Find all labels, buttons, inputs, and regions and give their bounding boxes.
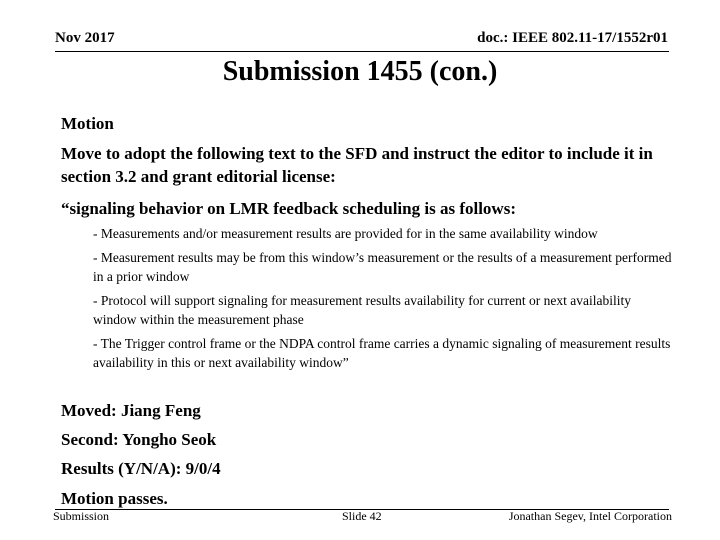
header-divider	[55, 51, 669, 52]
footer-author: Jonathan Segev, Intel Corporation	[508, 509, 672, 523]
footer-submission: Submission	[53, 509, 110, 523]
vote-results: Results (Y/N/A): 9/0/4	[61, 459, 221, 478]
bullet-item: - Measurement results may be from this window’s measurement or the results of a measurement performed in a prior window	[93, 250, 672, 284]
motion-label: Motion	[61, 114, 114, 133]
quote-intro: “signaling behavior on LMR feedback scheduling is as follows:	[61, 199, 516, 218]
header-doc-number: doc.: IEEE 802.11-17/1552r01	[477, 30, 668, 46]
slide-title: Submission 1455 (con.)	[222, 56, 498, 87]
bullet-item: - Protocol will support signaling for measurement results availability for current or next availability window within the measurement phase	[93, 293, 631, 327]
bullet-item: - The Trigger control frame or the NDPA control frame carries a dynamic signaling of measurement results availability in this or next availability window”	[93, 336, 671, 370]
header-date: Nov 2017	[55, 30, 115, 46]
motion-outcome: Motion passes.	[61, 489, 168, 508]
footer-slide-number: Slide 42	[342, 509, 382, 523]
seconded-by: Second: Yongho Seok	[61, 430, 217, 449]
motion-text: Move to adopt the following text to the SFD and instruct the editor to include it in section 3.2 and grant editorial license:	[61, 144, 653, 186]
moved-by: Moved: Jiang Feng	[61, 401, 201, 420]
bullet-list	[93, 224, 673, 377]
bullet-item: - Measurements and/or measurement results are provided for in the same availability window	[93, 226, 598, 241]
